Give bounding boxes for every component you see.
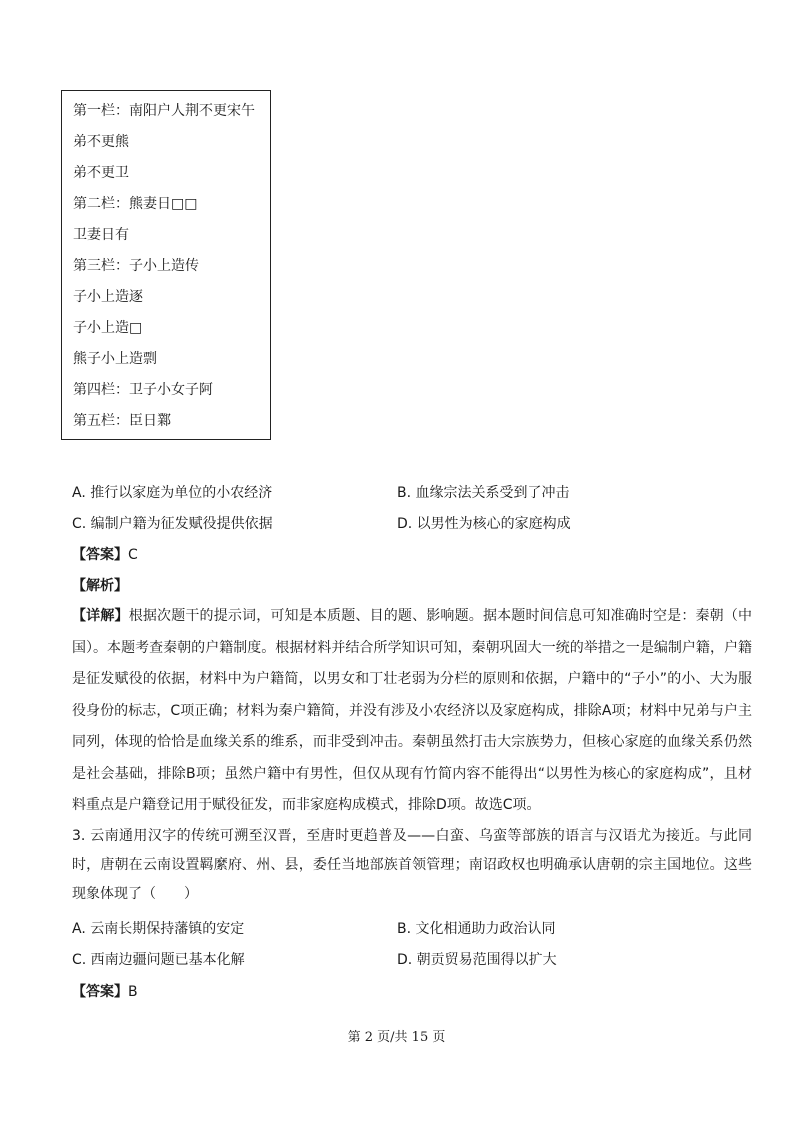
answer-label: 【答案】 <box>72 984 128 1000</box>
register-line: 第四栏：卫子小女子阿 <box>73 382 213 398</box>
q3-option-d: D. 朝贡贸易范围得以扩大 <box>397 952 557 968</box>
q2-option-a: A. 推行以家庭为单位的小农经济 <box>72 485 273 501</box>
register-line: 卫妻日有 <box>73 227 129 243</box>
detail-text: 根据次题干的提示词，可知是本质题、目的题、影响题。据本题时间信息可知准确时空是：秦朝（中国）。本题考查秦朝的户籍制度。根据材料并结合所学知识可知，秦朝巩固大一统的举措之一是编制户籍，户籍是征发赋役的依据，材料中为户籍简，以男女和丁壮老弱为分栏的原则和依据，户籍中的“子小”的小、大为服役身份的标志，C项正确；材料为秦户籍简，并没有涉及小农经济以及家庭构成，排除A项；材料中兄弟与户主同列，体现的恰恰是血缘关系的维系，而非受到冲击。秦朝虽然打击大宗族势力，但核心家庭的血缘关系仍然是社会基础，排除B项；虽然户籍中有男性，但仅从现有竹简内容不能得出“以男性为核心的家庭构成”，且材料重点是户籍登记用于赋役征发，而非家庭构成模式，排除D项。故选C项。 <box>72 608 753 813</box>
register-line: 子小上造□ <box>73 320 143 336</box>
answer-value: C <box>128 547 138 563</box>
q2-option-d: D. 以男性为核心的家庭构成 <box>397 516 571 532</box>
page-footer: 第 2 页/共 15 页 <box>347 1030 446 1045</box>
q2-answer <box>72 546 138 564</box>
q3-answer <box>72 983 138 1001</box>
register-line: 第一栏：南阳户人荆不更宋午 <box>73 103 255 119</box>
q3-option-b: B. 文化相通助力政治认同 <box>397 921 556 937</box>
register-line: 弟不更卫 <box>73 165 129 181</box>
q2-detail-paragraph <box>72 601 752 822</box>
q3-option-c: C. 西南边疆问题已基本化解 <box>72 952 245 968</box>
q2-option-b: B. 血缘宗法关系受到了冲击 <box>397 485 570 501</box>
register-line: 弟不更熊 <box>73 134 129 150</box>
register-line: 熊子小上造剽 <box>73 351 157 367</box>
answer-label: 【答案】 <box>72 547 128 563</box>
register-line: 第二栏：熊妻日□□ <box>73 196 198 212</box>
q2-option-c: C. 编制户籍为征发赋役提供依据 <box>72 516 273 532</box>
household-register-box <box>61 90 271 440</box>
q2-analysis-label: 【解析】 <box>72 578 128 594</box>
detail-label: 【详解】 <box>72 608 129 624</box>
register-line: 第五栏：臣日鄴 <box>73 413 171 429</box>
answer-value: B <box>128 984 138 1000</box>
q3-option-a: A. 云南长期保持藩镇的安定 <box>72 921 245 937</box>
register-line: 子小上造逐 <box>73 289 143 305</box>
register-line: 第三栏：子小上造传 <box>73 258 199 274</box>
q3-stem: 3. 云南通用汉字的传统可溯至汉晋，至唐时更趋普及——白蛮、乌蛮等部族的语言与汉语尤为接近。与此同时，唐朝在云南设置羁縻府、州、县，委任当地部族首领管理；南诏政权也明确承认唐朝的宗主国地位。这些现象体现了（ ） <box>72 828 752 902</box>
